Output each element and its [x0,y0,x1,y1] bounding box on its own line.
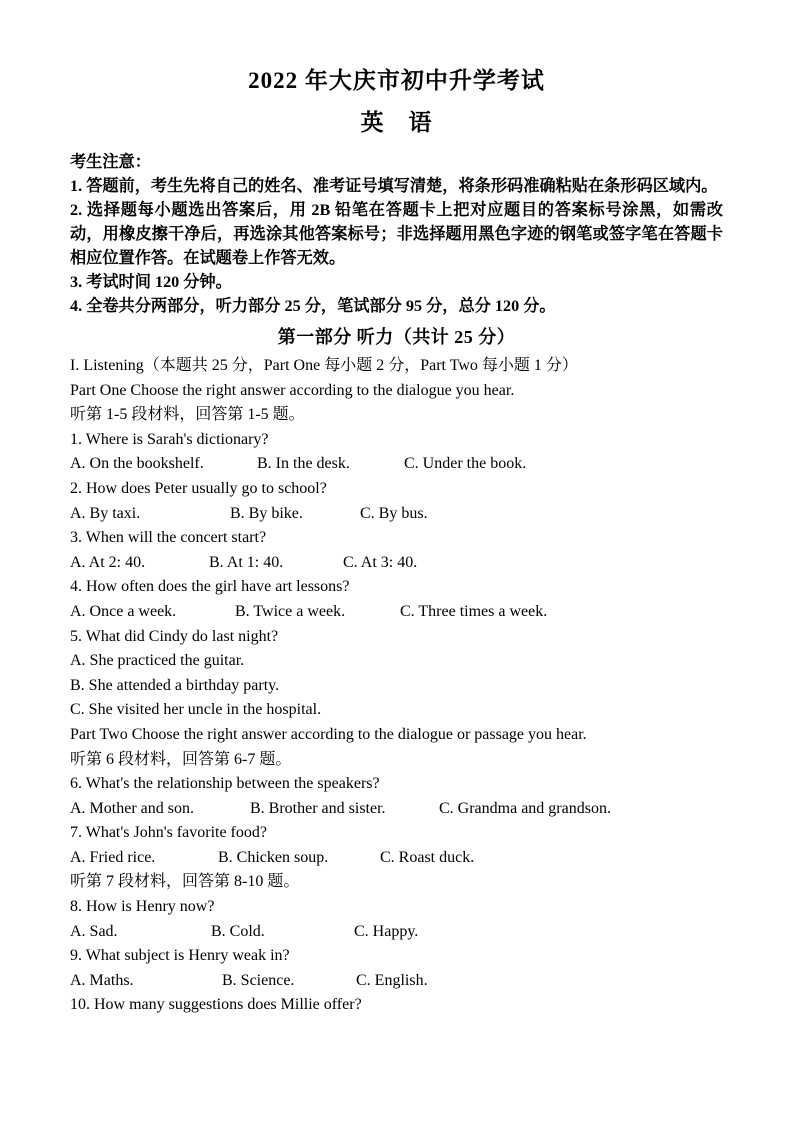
notice-item-1: 1. 答题前，考生先将自己的姓名、准考证号填写清楚，将条形码准确粘贴在条形码区域内。 [70,177,718,195]
question-7-option-b: B. Chicken soup. [218,848,329,866]
question-4-option-c: C. Three times a week. [400,602,548,620]
listening-intro: I. Listening（本题共 25 分，Part One 每小题 2 分，Part Two 每小题 1 分） [70,357,578,374]
question-3-option-a: A. At 2: 40. [70,553,146,571]
material-note-6-7: 听第 6 段材料，回答第 6-7 题。 [70,750,292,768]
question-7-text: 7. What's John's favorite food? [70,824,267,842]
notice-item-4: 4. 全卷共分两部分，听力部分 25 分，笔试部分 95 分，总分 120 分。 [70,297,556,315]
question-7-option-a: A. Fried rice. [70,848,156,866]
notice-heading: 考生注意： [70,153,151,171]
question-9-text: 9. What subject is Henry weak in? [70,947,290,965]
question-5-text: 5. What did Cindy do last night? [70,627,279,645]
material-note-8-10: 听第 7 段材料，回答第 8-10 题。 [70,873,300,891]
candidate-notices [70,150,723,318]
material-note-1-5: 听第 1-5 段材料，回答第 1-5 题。 [70,406,305,424]
question-6-options [70,797,723,822]
question-9-option-b: B. Science. [222,971,295,989]
question-8-option-c: C. Happy. [354,922,419,940]
question-3-option-b: B. At 1: 40. [209,553,284,571]
notice-item-2: 2. 选择题每小题选出答案后，用 2B 铅笔在答题卡上把对应题目的答案标号涂黑，如需改动，用橡皮擦干净后，再选涂其他答案标号；非选择题用黑色字迹的钢笔或签字笔在答题卡相应位置作答。在试题卷上作答无效。 [70,201,723,267]
question-1-options [70,452,723,477]
question-3-option-c: C. At 3: 40. [343,553,418,571]
question-9-option-c: C. English. [356,971,428,989]
question-6-option-a: A. Mother and son. [70,799,194,817]
question-2-option-c: C. By bus. [360,504,428,522]
notice-item-3: 3. 考试时间 120 分钟。 [70,273,232,291]
question-7-option-c: C. Roast duck. [380,848,475,866]
question-10-text: 10. How many suggestions does Millie offer? [70,996,362,1014]
question-1-option-c: C. Under the book. [404,455,527,473]
listening-section [70,354,723,1018]
question-4-option-a: A. Once a week. [70,602,177,620]
question-5-option-c: C. She visited her uncle in the hospital. [70,701,322,719]
question-6-option-c: C. Grandma and grandson. [439,799,611,817]
question-6-option-b: B. Brother and sister. [250,799,386,817]
question-8-options [70,920,723,945]
question-1-option-a: A. On the bookshelf. [70,455,204,473]
question-8-option-b: B. Cold. [211,922,265,940]
question-9-option-a: A. Maths. [70,971,134,989]
question-2-option-a: A. By taxi. [70,504,141,522]
question-2-option-b: B. By bike. [230,504,303,522]
question-8-option-a: A. Sad. [70,922,118,940]
question-2-options [70,502,723,527]
question-6-text: 6. What's the relationship between the speakers? [70,775,380,793]
question-1-text: 1. Where is Sarah's dictionary? [70,430,269,448]
section-1-heading: 第一部分 听力（共计 25 分） [277,327,516,347]
question-7-options [70,846,723,871]
question-9-options [70,969,723,994]
question-4-options [70,600,723,625]
part-one-instruction: Part One Choose the right answer according to the dialogue you hear. [70,381,515,399]
part-two-instruction: Part Two Choose the right answer according to the dialogue or passage you hear. [70,725,587,743]
question-4-text: 4. How often does the girl have art lessons? [70,578,350,596]
question-4-option-b: B. Twice a week. [235,602,346,620]
exam-subject: 英 语 [360,110,433,135]
question-5-option-b: B. She attended a birthday party. [70,676,280,694]
exam-title: 2022 年大庆市初中升学考试 [248,68,545,93]
question-3-options [70,551,723,576]
question-3-text: 3. When will the concert start? [70,529,267,547]
question-8-text: 8. How is Henry now? [70,898,215,916]
question-2-text: 2. How does Peter usually go to school? [70,479,327,497]
question-5-option-a: A. She practiced the guitar. [70,652,245,670]
question-1-option-b: B. In the desk. [257,455,350,473]
